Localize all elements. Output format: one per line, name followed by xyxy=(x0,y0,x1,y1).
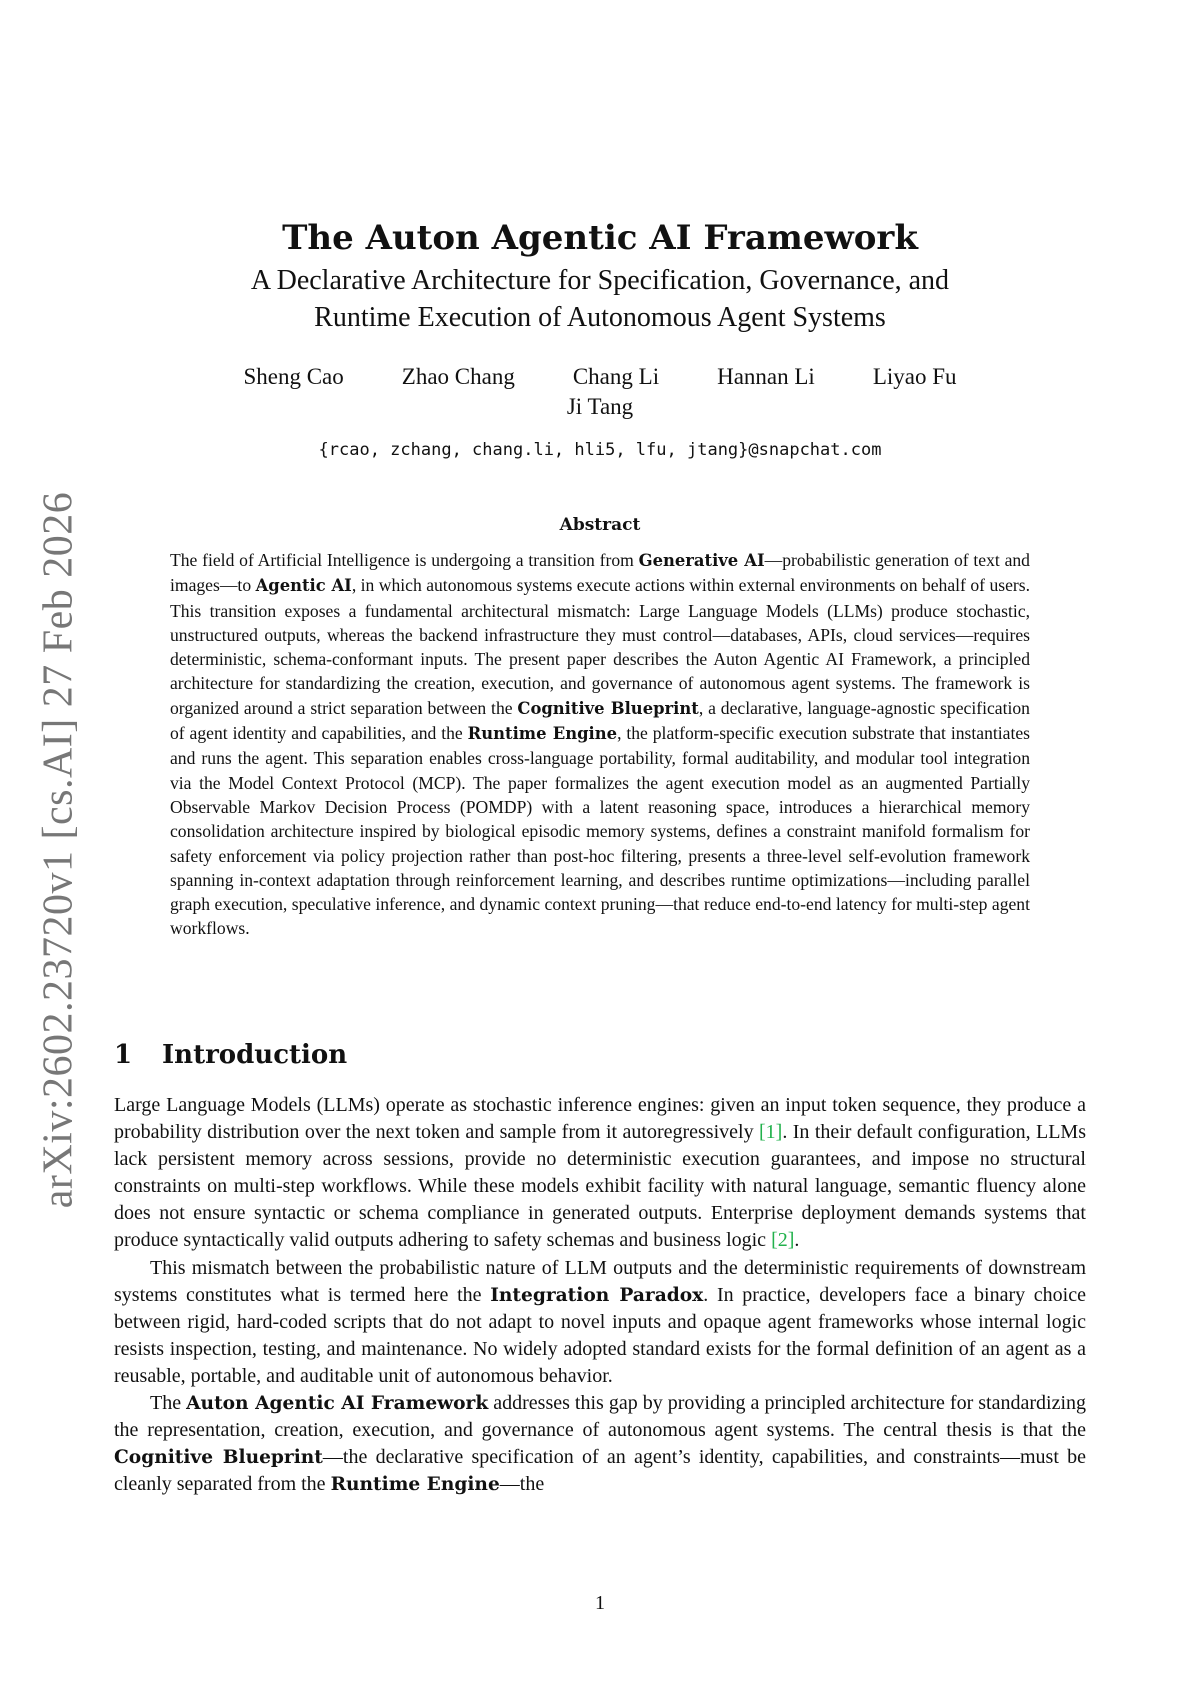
abstract-heading: Abstract xyxy=(559,515,641,535)
author-name: Ji Tang xyxy=(566,394,634,419)
term-generative-ai: Generative AI xyxy=(638,551,765,570)
author-name: Chang Li xyxy=(572,364,660,389)
text-span: . In practice, developers face a binary choice between rigid, hard-coded scripts that do not adapt to novel inputs and opaque agent frameworks whose internal logic resists inspection, testing, and maintenance. No widely adopted standard exists for the formal definition of an agent as a reusable, portable, and auditable unit of autonomous behavior. xyxy=(114,1283,1086,1387)
arxiv-identifier-text: arXiv:2602.23720v1 [cs.AI] 27 Feb 2026 xyxy=(35,491,82,1209)
author-name: Zhao Chang xyxy=(401,364,515,389)
paragraph xyxy=(114,1255,1086,1390)
author-name: Sheng Cao xyxy=(243,364,344,389)
section-heading xyxy=(114,1040,1086,1070)
author-name: Hannan Li xyxy=(717,364,815,389)
section-title: Introduction xyxy=(162,1040,348,1070)
abstract-span: , a declarative, language-agnostic specification of agent identity and capabilities, and the xyxy=(170,697,1030,744)
author-name: Liyao Fu xyxy=(872,364,957,389)
text-span: This mismatch between the probabilistic nature of LLM outputs and the deterministic requirements of downstream systems constitutes what is termed here the xyxy=(114,1256,1086,1306)
abstract-span: , in which autonomous systems execute actions within external environments on behalf of users. This transition exposes a fundamental architectural mismatch: Large Language Models (LLMs) produce stochastic, unstructured outputs, whereas the backend infrastructure they must control—databases, APIs, cloud services—requires deterministic, schema-conformant inputs. The present paper describes the Auton Agentic AI Framework, a principled architecture for standardizing the creation, execution, and governance of autonomous agent systems. The framework is organized around a strict separation between the xyxy=(170,575,1030,718)
term-cognitive-blueprint: Cognitive Blueprint xyxy=(517,698,699,718)
term-cognitive-blueprint: Cognitive Blueprint xyxy=(114,1447,323,1469)
section-body xyxy=(114,1092,1086,1498)
arxiv-side-identifier xyxy=(28,491,88,1209)
text-span: The xyxy=(150,1392,187,1415)
citation-link[interactable]: [2] xyxy=(771,1229,795,1252)
paper-title: The Auton Agentic AI Framework xyxy=(282,218,918,258)
abstract-span: —probabilistic generation of text and images—to xyxy=(170,550,1030,596)
term-runtime-engine: Runtime Engine xyxy=(330,1474,500,1496)
text-span: —the declarative specification of an agent’s identity, capabilities, and constraints—must be cleanly separated from the xyxy=(114,1446,1086,1496)
paper-subtitle: A Declarative Architecture for Specification, Governance, and Runtime Execution of Autonomous Agent Systems xyxy=(250,265,950,333)
text-span: . In their default configuration, LLMs lack persistent memory across sessions, provide no deterministic execution guarantees, and impose no structural constraints on multi-step workflows. While these models exhibit facility with natural language, semantic fluency alone does not ensure syntactic or schema compliance in generated outputs. Enterprise deployment demands systems that produce syntactically valid outputs adhering to safety schemas and business logic xyxy=(114,1121,1086,1252)
section-number: 1 xyxy=(114,1040,133,1070)
abstract-text xyxy=(170,548,1030,941)
text-span: addresses this gap by providing a principled architecture for standardizing the representation, creation, execution, and governance of autonomous agent systems. The central thesis is that the xyxy=(114,1392,1087,1442)
text-span: . xyxy=(794,1229,800,1252)
author-list xyxy=(114,364,1086,420)
page-number: 1 xyxy=(595,1592,605,1614)
citation-link[interactable]: [1] xyxy=(759,1121,783,1144)
term-agentic-ai: Agentic AI xyxy=(255,576,352,596)
term-runtime-engine: Runtime Engine xyxy=(467,724,618,744)
author-row xyxy=(114,364,1086,390)
text-span: Large Language Models (LLMs) operate as stochastic inference engines: given an input token sequence, they produce a probability distribution over the next token and sample from it autoregressively xyxy=(114,1094,1086,1144)
author-emails: {rcao, zchang, chang.li, hli5, lfu, jtang}@snapchat.com xyxy=(318,440,882,460)
term-integration-paradox: Integration Paradox xyxy=(490,1284,704,1306)
abstract-span: The field of Artificial Intelligence is undergoing a transition from xyxy=(170,550,639,570)
abstract-span: , the platform-specific execution substrate that instantiates and runs the agent. This separation enables cross-language portability, formal auditability, and modular tool integration via the Model Context Protocol (MCP). The paper formalizes the agent execution model as an augmented Partially Observable Markov Decision Process (POMDP) with a latent reasoning space, introduces a hierarchical memory consolidation architecture inspired by biological episodic memory systems, defines a constraint manifold formalism for safety enforcement via policy projection rather than post-hoc filtering, presents a three-level self-evolution framework spanning in-context adaptation through reinforcement learning, and describes runtime optimizations—including parallel graph execution, speculative inference, and dynamic context pruning—that reduce end-to-end latency for multi-step agent workflows. xyxy=(170,723,1030,939)
text-span: —the xyxy=(499,1473,545,1496)
term-auton-framework: Auton Agentic AI Framework xyxy=(186,1393,489,1415)
author-row xyxy=(114,394,1086,420)
paragraph xyxy=(114,1092,1086,1255)
paragraph xyxy=(114,1390,1086,1498)
